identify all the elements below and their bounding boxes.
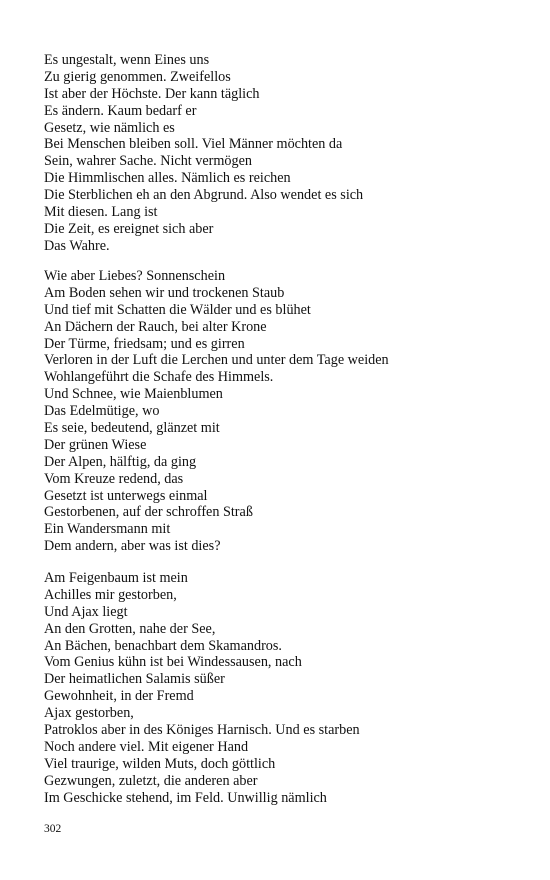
poem-line: Verloren in der Luft die Lerchen und unter dem Tage weiden	[44, 352, 389, 369]
poem-line: An Bächen, benachbart dem Skamandros.	[44, 637, 282, 654]
poem-line: Die Himmlischen alles. Nämlich es reichen	[44, 170, 291, 187]
poem-line: Gezwungen, zuletzt, die anderen aber	[44, 772, 258, 789]
poem-line: Der grünen Wiese	[44, 436, 147, 453]
page-number: 302	[44, 823, 62, 835]
poem-line: Der Alpen, hälftig, da ging	[44, 453, 197, 470]
poem-stanza-3	[44, 570, 360, 806]
poem-line: Achilles mir gestorben,	[44, 586, 177, 603]
poem-stanza-2	[44, 268, 389, 555]
poem-line: Zu gierig genommen. Zweifellos	[44, 68, 231, 85]
poem-line: Und Ajax liegt	[44, 603, 128, 620]
poem-line: Und Schnee, wie Maienblumen	[44, 386, 223, 403]
poem-line: An den Grotten, nahe der See,	[44, 620, 216, 637]
poem-line: Viel traurige, wilden Muts, doch göttlich	[44, 755, 276, 772]
poem-line: Vom Kreuze redend, das	[44, 470, 184, 487]
poem-line: Es ändern. Kaum bedarf er	[44, 102, 197, 119]
poem-line: Und tief mit Schatten die Wälder und es blühet	[44, 301, 311, 318]
poem-stanza-1	[44, 52, 363, 255]
poem-line: Gesetz, wie nämlich es	[44, 119, 175, 136]
poem-line: Sein, wahrer Sache. Nicht vermögen	[44, 153, 253, 170]
poem-line: Dem andern, aber was ist dies?	[44, 538, 221, 555]
poem-line: Der heimatlichen Salamis süßer	[44, 671, 225, 688]
poem-line: Vom Genius kühn ist bei Windessausen, nach	[44, 654, 302, 671]
poem-line: Wie aber Liebes? Sonnenschein	[44, 268, 226, 284]
poem-line: Patroklos aber in des Königes Harnisch. Und es starben	[44, 722, 360, 739]
poem-line: Der Türme, friedsam; und es girren	[44, 335, 245, 352]
poem-line: Im Geschicke stehend, im Feld. Unwillig nämlich	[44, 789, 327, 806]
poem-line: Das Wahre.	[44, 237, 110, 254]
poem-line: Ein Wandersmann mit	[44, 521, 171, 538]
poem-line: Es seie, bedeutend, glänzet mit	[44, 420, 220, 437]
poem-line: Bei Menschen bleiben soll. Viel Männer möchten da	[44, 136, 343, 153]
poem-line: Das Edelmütige, wo	[44, 403, 160, 420]
poem-line: Ajax gestorben,	[44, 705, 134, 722]
poem-line: Noch andere viel. Mit eigener Hand	[44, 738, 249, 755]
poem-line: Es ungestalt, wenn Eines uns	[44, 52, 210, 68]
poem-line: Die Zeit, es ereignet sich aber	[44, 220, 214, 237]
poem-line: An Dächern der Rauch, bei alter Krone	[44, 318, 267, 335]
poem-line: Wohlangeführt die Schafe des Himmels.	[44, 369, 274, 386]
poem-line: Gewohnheit, in der Fremd	[44, 688, 194, 705]
poem-line: Mit diesen. Lang ist	[44, 204, 158, 221]
poem-line: Ist aber der Höchste. Der kann täglich	[44, 85, 260, 102]
poem-line: Die Sterblichen eh an den Abgrund. Also wendet es sich	[44, 187, 364, 204]
poem-line: Gestorbenen, auf der schroffen Straß	[44, 504, 253, 521]
poem-line: Am Boden sehen wir und trockenen Staub	[44, 284, 285, 301]
poem-line: Gesetzt ist unterwegs einmal	[44, 487, 208, 504]
poem-line: Am Feigenbaum ist mein	[44, 570, 188, 586]
